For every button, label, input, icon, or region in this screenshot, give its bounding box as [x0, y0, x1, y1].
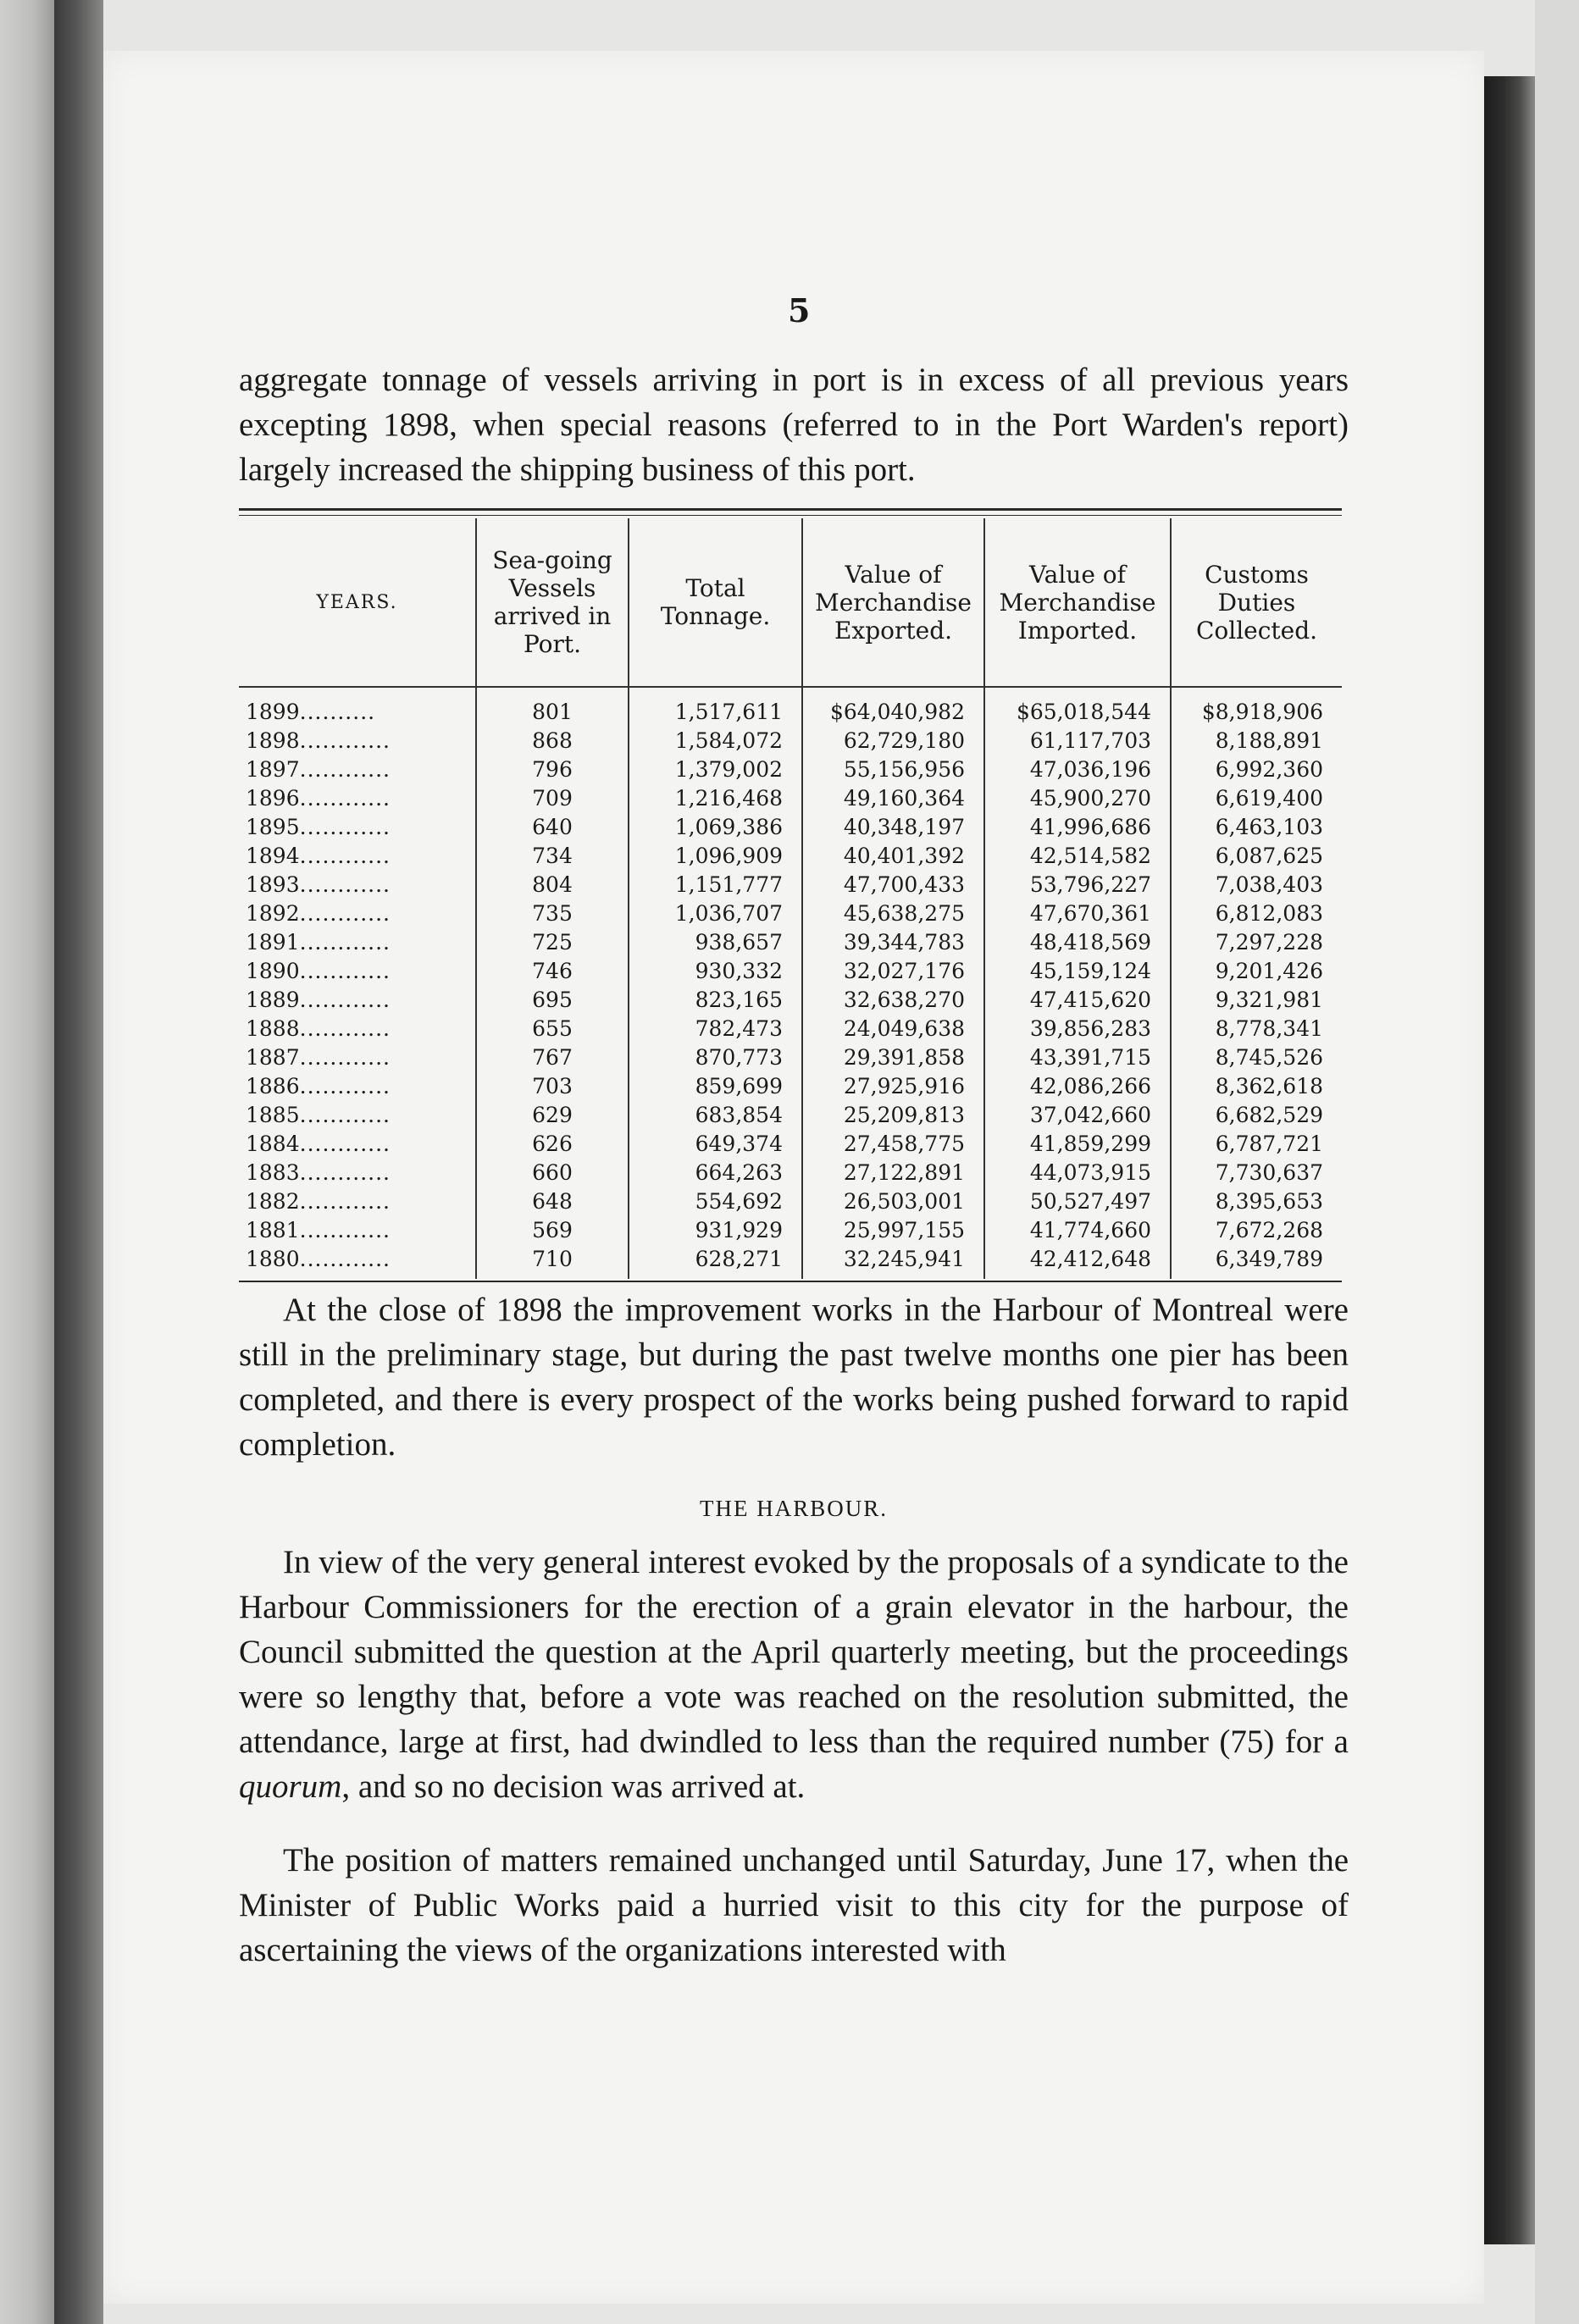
year-label: 1880 — [246, 1247, 300, 1271]
cell-tonnage: 1,069,386 — [629, 813, 802, 842]
cell-tonnage: 554,692 — [629, 1187, 802, 1216]
cell-imported: $65,018,544 — [984, 687, 1171, 727]
cell-exported: 24,049,638 — [802, 1015, 984, 1043]
leader-dots: ............ — [299, 1074, 391, 1098]
cell-duties: 7,730,637 — [1171, 1159, 1342, 1187]
cell-exported: 27,925,916 — [802, 1072, 984, 1101]
cell-duties: 7,672,268 — [1171, 1216, 1342, 1245]
cell-exported: 47,700,433 — [802, 871, 984, 899]
cell-duties: 9,321,981 — [1171, 986, 1342, 1015]
leader-dots: ............ — [299, 844, 391, 868]
leader-dots: ............ — [299, 728, 391, 753]
cell-tonnage: 859,699 — [629, 1072, 802, 1101]
year-label: 1890 — [246, 959, 300, 983]
year-label: 1897 — [246, 757, 300, 782]
cell-exported: 55,156,956 — [802, 755, 984, 784]
year-label: 1881 — [246, 1218, 300, 1242]
cell-vessels: 695 — [476, 986, 629, 1015]
year-label: 1887 — [246, 1045, 300, 1070]
cell-duties: 6,463,103 — [1171, 813, 1342, 842]
cell-exported: 40,348,197 — [802, 813, 984, 842]
table-row — [239, 1130, 1342, 1159]
cell-vessels: 626 — [476, 1130, 629, 1159]
table-row — [239, 986, 1342, 1015]
cell-year — [239, 1245, 476, 1279]
cell-duties: 8,188,891 — [1171, 727, 1342, 755]
cell-duties: 8,395,653 — [1171, 1187, 1342, 1216]
cell-year — [239, 755, 476, 784]
header-exported: Value of Merchandise Exported. — [802, 518, 984, 687]
cell-year — [239, 1130, 476, 1159]
cell-exported: 39,344,783 — [802, 928, 984, 957]
cell-imported: 47,036,196 — [984, 755, 1171, 784]
cell-year — [239, 1015, 476, 1043]
leader-dots: ............ — [299, 1247, 391, 1271]
cell-imported: 61,117,703 — [984, 727, 1171, 755]
year-label: 1895 — [246, 815, 300, 839]
cell-year — [239, 842, 476, 871]
cell-vessels: 703 — [476, 1072, 629, 1101]
table-row — [239, 1159, 1342, 1187]
leader-dots: ............ — [299, 1218, 391, 1242]
cell-vessels: 648 — [476, 1187, 629, 1216]
scanner-background-left — [0, 0, 54, 2324]
cell-vessels: 709 — [476, 784, 629, 813]
cell-imported: 41,859,299 — [984, 1130, 1171, 1159]
table-row — [239, 842, 1342, 871]
cell-vessels: 640 — [476, 813, 629, 842]
cell-year — [239, 1187, 476, 1216]
table-row — [239, 957, 1342, 986]
table-row — [239, 899, 1342, 928]
leader-dots: ............ — [299, 930, 391, 955]
cell-tonnage: 1,036,707 — [629, 899, 802, 928]
cell-duties: 6,682,529 — [1171, 1101, 1342, 1130]
shipping-statistics-table — [239, 518, 1342, 1279]
year-label: 1886 — [246, 1074, 300, 1098]
cell-exported: 62,729,180 — [802, 727, 984, 755]
header-tonnage: Total Tonnage. — [629, 518, 802, 687]
book-gutter — [54, 0, 103, 2324]
cell-year — [239, 1072, 476, 1101]
cell-tonnage: 1,584,072 — [629, 727, 802, 755]
cell-tonnage: 1,216,468 — [629, 784, 802, 813]
header-years: YEARS. — [239, 518, 476, 687]
year-label: 1892 — [246, 901, 300, 926]
cell-imported: 47,415,620 — [984, 986, 1171, 1015]
cell-duties: 8,362,618 — [1171, 1072, 1342, 1101]
year-label: 1883 — [246, 1160, 300, 1185]
cell-exported: 45,638,275 — [802, 899, 984, 928]
cell-year — [239, 1101, 476, 1130]
cell-imported: 42,086,266 — [984, 1072, 1171, 1101]
cell-vessels: 629 — [476, 1101, 629, 1130]
cell-imported: 43,391,715 — [984, 1043, 1171, 1072]
cell-year — [239, 986, 476, 1015]
table-row — [239, 1245, 1342, 1279]
cell-tonnage: 664,263 — [629, 1159, 802, 1187]
cell-duties: 6,349,789 — [1171, 1245, 1342, 1279]
cell-tonnage: 1,096,909 — [629, 842, 802, 871]
cell-exported: 27,122,891 — [802, 1159, 984, 1187]
cell-duties: 7,297,228 — [1171, 928, 1342, 957]
year-label: 1899 — [246, 700, 300, 724]
cell-year — [239, 727, 476, 755]
cell-duties: 8,745,526 — [1171, 1043, 1342, 1072]
cell-imported: 48,418,569 — [984, 928, 1171, 957]
table-row — [239, 928, 1342, 957]
cell-imported: 39,856,283 — [984, 1015, 1171, 1043]
cell-tonnage: 930,332 — [629, 957, 802, 986]
cell-imported: 45,159,124 — [984, 957, 1171, 986]
book-binding — [1484, 76, 1535, 2244]
cell-exported: 26,503,001 — [802, 1187, 984, 1216]
year-label: 1896 — [246, 786, 300, 811]
cell-imported: 44,073,915 — [984, 1159, 1171, 1187]
cell-tonnage: 870,773 — [629, 1043, 802, 1072]
cell-exported: 25,209,813 — [802, 1101, 984, 1130]
leader-dots: ............ — [299, 988, 391, 1012]
cell-vessels: 801 — [476, 687, 629, 727]
cell-year — [239, 1043, 476, 1072]
cell-exported: $64,040,982 — [802, 687, 984, 727]
table-row — [239, 755, 1342, 784]
cell-duties: 6,619,400 — [1171, 784, 1342, 813]
harbour-paragraph-1 — [239, 1540, 1349, 1809]
header-imported: Value of Merchandise Imported. — [984, 518, 1171, 687]
cell-duties: 8,778,341 — [1171, 1015, 1342, 1043]
cell-imported: 42,412,648 — [984, 1245, 1171, 1279]
intro-paragraph: aggregate tonnage of vessels arriving in port is in excess of all previous years excepting 1898, when special reasons (referred to in the Port Warden's report) largely increased the shipping business of this port. — [239, 362, 1349, 488]
header-vessels: Sea-going Vessels arrived in Port. — [476, 518, 629, 687]
year-label: 1888 — [246, 1016, 300, 1041]
cell-vessels: 804 — [476, 871, 629, 899]
leader-dots: ............ — [299, 1103, 391, 1127]
cell-year — [239, 957, 476, 986]
leader-dots: ............ — [299, 872, 391, 897]
cell-duties: 6,787,721 — [1171, 1130, 1342, 1159]
closing-paragraph: At the close of 1898 the improvement works in the Harbour of Montreal were still in the preliminary stage, but during the past twelve months one pier has been completed, and there is every prospect of the works being pushed forward to rapid completion. — [239, 1292, 1349, 1463]
cell-exported: 32,638,270 — [802, 986, 984, 1015]
section-heading: THE HARBOUR. — [699, 1496, 888, 1521]
cell-vessels: 735 — [476, 899, 629, 928]
cell-imported: 41,774,660 — [984, 1216, 1171, 1245]
table-row — [239, 813, 1342, 842]
cell-imported: 47,670,361 — [984, 899, 1171, 928]
harbour-paragraph-1-end: , and so no decision was arrived at. — [341, 1768, 806, 1805]
cell-imported: 41,996,686 — [984, 813, 1171, 842]
harbour-paragraph-2: The position of matters remained unchanged until Saturday, June 17, when the Minister of Public Works paid a hurried visit to this city for the purpose of ascertaining the views of the organizations interested with — [239, 1842, 1349, 1968]
table-top-rule-thin — [239, 515, 1342, 516]
cell-year — [239, 813, 476, 842]
harbour-paragraph-1-text: In view of the very general interest evoked by the proposals of a syndicate to the Harbour Commissioners for the erection of a grain elevator in the harbour, the Council submitted the question at the April quarterly meeting, but the proceedings were so lengthy that, before a vote was reached on the resolution submitted, the attendance, large at first, had dwindled to less than the required number (75) for a — [239, 1544, 1349, 1760]
table-row — [239, 687, 1342, 727]
cell-tonnage: 931,929 — [629, 1216, 802, 1245]
cell-year — [239, 928, 476, 957]
cell-imported: 42,514,582 — [984, 842, 1171, 871]
cell-exported: 32,245,941 — [802, 1245, 984, 1279]
cell-exported: 32,027,176 — [802, 957, 984, 986]
cell-exported: 25,997,155 — [802, 1216, 984, 1245]
quorum-italic: quorum — [239, 1768, 342, 1805]
cell-vessels: 746 — [476, 957, 629, 986]
cell-duties: 6,087,625 — [1171, 842, 1342, 871]
cell-duties: 9,201,426 — [1171, 957, 1342, 986]
cell-tonnage: 1,151,777 — [629, 871, 802, 899]
cell-tonnage: 782,473 — [629, 1015, 802, 1043]
cell-tonnage: 628,271 — [629, 1245, 802, 1279]
leader-dots: ............ — [299, 959, 391, 983]
cell-duties: 6,812,083 — [1171, 899, 1342, 928]
table-top-rule — [239, 508, 1342, 511]
cell-vessels: 655 — [476, 1015, 629, 1043]
cell-imported: 45,900,270 — [984, 784, 1171, 813]
leader-dots: .......... — [299, 700, 376, 724]
page-number: 5 — [788, 291, 811, 329]
cell-duties: $8,918,906 — [1171, 687, 1342, 727]
cell-year — [239, 687, 476, 727]
year-label: 1893 — [246, 872, 300, 897]
table-row — [239, 1043, 1342, 1072]
leader-dots: ............ — [299, 1160, 391, 1185]
table-row — [239, 727, 1342, 755]
table-body — [239, 687, 1342, 1279]
year-label: 1891 — [246, 930, 300, 955]
cell-vessels: 796 — [476, 755, 629, 784]
cell-exported: 40,401,392 — [802, 842, 984, 871]
table-row — [239, 784, 1342, 813]
cell-exported: 29,391,858 — [802, 1043, 984, 1072]
table-row — [239, 871, 1342, 899]
year-label: 1889 — [246, 988, 300, 1012]
leader-dots: ............ — [299, 1016, 391, 1041]
leader-dots: ............ — [299, 1189, 391, 1214]
cell-year — [239, 1159, 476, 1187]
table-row — [239, 1216, 1342, 1245]
cell-vessels: 710 — [476, 1245, 629, 1279]
year-label: 1882 — [246, 1189, 300, 1214]
cell-exported: 49,160,364 — [802, 784, 984, 813]
leader-dots: ............ — [299, 1045, 391, 1070]
cell-vessels: 868 — [476, 727, 629, 755]
table-row — [239, 1101, 1342, 1130]
cell-vessels: 725 — [476, 928, 629, 957]
cell-tonnage: 1,517,611 — [629, 687, 802, 727]
leader-dots: ............ — [299, 757, 391, 782]
cell-year — [239, 1216, 476, 1245]
cell-duties: 6,992,360 — [1171, 755, 1342, 784]
cell-imported: 37,042,660 — [984, 1101, 1171, 1130]
cell-tonnage: 649,374 — [629, 1130, 802, 1159]
header-duties: Customs Duties Collected. — [1171, 518, 1342, 687]
year-label: 1885 — [246, 1103, 300, 1127]
leader-dots: ............ — [299, 786, 391, 811]
cell-vessels: 660 — [476, 1159, 629, 1187]
cell-year — [239, 784, 476, 813]
leader-dots: ............ — [299, 1132, 391, 1156]
cell-tonnage: 1,379,002 — [629, 755, 802, 784]
year-label: 1884 — [246, 1132, 300, 1156]
table-row — [239, 1187, 1342, 1216]
cell-exported: 27,458,775 — [802, 1130, 984, 1159]
cell-vessels: 734 — [476, 842, 629, 871]
cell-duties: 7,038,403 — [1171, 871, 1342, 899]
leader-dots: ............ — [299, 901, 391, 926]
table-bottom-rule — [239, 1281, 1342, 1282]
cell-imported: 53,796,227 — [984, 871, 1171, 899]
cell-year — [239, 871, 476, 899]
cell-imported: 50,527,497 — [984, 1187, 1171, 1216]
cell-vessels: 767 — [476, 1043, 629, 1072]
table-row — [239, 1072, 1342, 1101]
cell-tonnage: 823,165 — [629, 986, 802, 1015]
year-label: 1894 — [246, 844, 300, 868]
cell-tonnage: 683,854 — [629, 1101, 802, 1130]
scanner-background-right — [1535, 0, 1579, 2324]
cell-year — [239, 899, 476, 928]
leader-dots: ............ — [299, 815, 391, 839]
table-row — [239, 1015, 1342, 1043]
table-header-row — [239, 518, 1342, 687]
cell-vessels: 569 — [476, 1216, 629, 1245]
year-label: 1898 — [246, 728, 300, 753]
cell-tonnage: 938,657 — [629, 928, 802, 957]
